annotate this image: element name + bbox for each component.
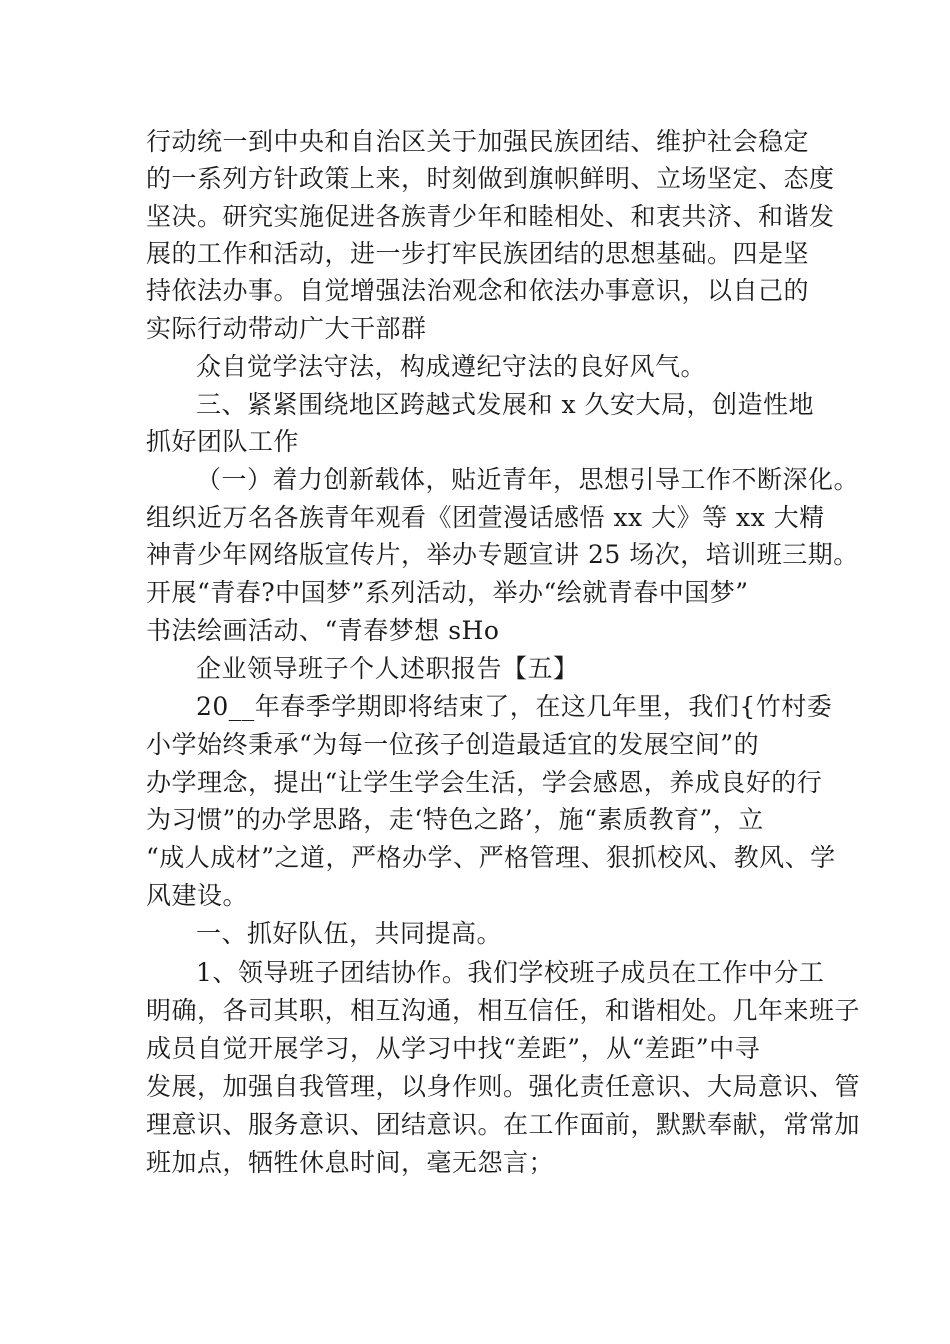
text-line: 众自觉学法守法，构成遵纪守法的良好风气。: [196, 352, 707, 381]
text-line: 1、领导班子团结协作。我们学校班子成员在工作中分工: [196, 958, 825, 987]
text-line: 明确，各司其职，相互沟通，相互信任，和谐相处。几年来班子: [146, 996, 861, 1025]
text-line: 20__年春季学期即将结束了，在这几年里，我们{竹村委: [196, 692, 833, 721]
text-line: 书法绘画活动、“青春梦想 sHo: [146, 616, 500, 645]
section-heading: 三、紧紧围绕地区跨越式发展和 x 久安大局，创造性地: [196, 390, 814, 419]
text-line: 展的工作和活动，进一步打牢民族团结的思想基础。四是坚: [146, 239, 810, 268]
text-line: 发展，加强自我管理，以身作则。强化责任意识、大局意识、管: [146, 1072, 861, 1101]
text-line: 实际行动带动广大干部群: [146, 314, 427, 343]
text-line: 组织近万名各族青年观看《团萱漫话感悟 xx 大》等 xx 大精: [146, 503, 825, 532]
text-line: （一）着力创新载体，贴近青年，思想引导工作不断深化。: [196, 465, 860, 494]
text-line: 小学始终秉承“为每一位孩子创造最适宜的发展空间”的: [146, 730, 760, 759]
text-line: 的一系列方针政策上来，时刻做到旗帜鲜明、立场坚定、态度: [146, 164, 835, 193]
text-line: 为习惯”的办学思路，走‘特色之路’，施“素质教育”，立: [146, 805, 764, 834]
text-line: 开展“青春?中国梦”系列活动，举办“绘就青春中国梦”: [146, 578, 749, 607]
report-title: 企业领导班子个人述职报告【五】: [196, 654, 579, 683]
text-line: 班加点，牺牲休息时间，毫无怨言；: [146, 1148, 555, 1177]
text-line: 理意识、服务意识、团结意识。在工作面前，默默奉献，常常加: [146, 1110, 861, 1139]
text-line: 神青少年网络版宣传片，举办专题宣讲 25 场次，培训班三期。: [146, 540, 859, 569]
text-line: 坚决。研究实施促进各族青少年和睦相处、和衷共济、和谐发: [146, 202, 835, 231]
section-heading: 抓好团队工作: [146, 427, 300, 456]
text-line: 办学理念，提出“让学生学会生活，学会感恩，养成良好的行: [146, 768, 823, 797]
text-line: 行动统一到中央和自治区关于加强民族团结、维护社会稳定: [146, 127, 810, 156]
text-line: 风建设。: [146, 881, 249, 910]
text-line: 持依法办事。自觉增强法治观念和依法办事意识，以自己的: [146, 276, 810, 305]
section-heading: 一、抓好队伍，共同提高。: [196, 919, 503, 948]
text-line: “成人成材”之道，严格办学、严格管理、狠抓校风、教风、学: [146, 843, 836, 872]
text-line: 成员自觉开展学习，从学习中找“差距”，从“差距”中寻: [146, 1034, 761, 1063]
